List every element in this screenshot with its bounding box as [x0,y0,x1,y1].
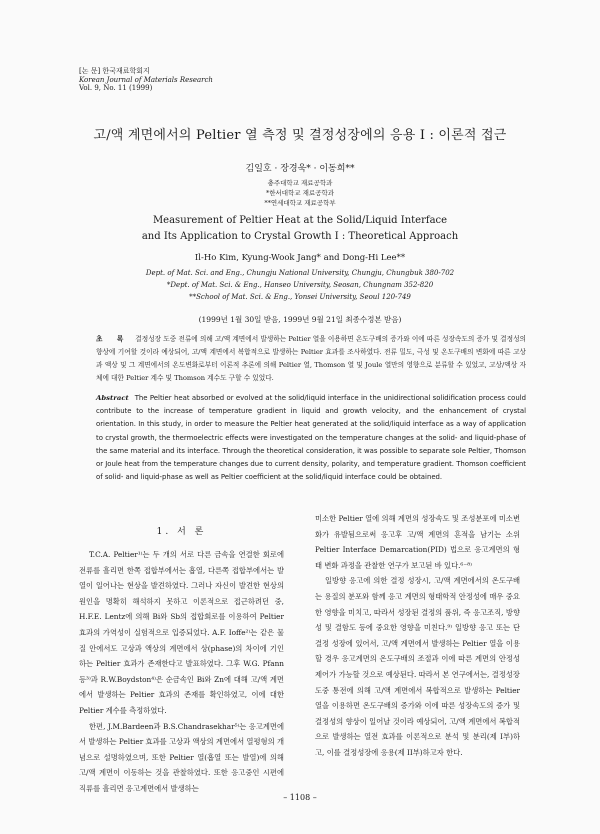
affiliation-english-2: *Dept. of Mat. Sci. & Eng., Hanseo University, Seosan, Chungnam 352-820 [166,281,434,289]
title-english [0,213,600,245]
left-column [79,547,284,797]
title-english-line-2: and Its Application to Crystal Growth I : Theoretical Approach [141,231,459,242]
left-paragraph-2: 한편, J.M.Bardeen과 B.S.Chandrasekhar⁵⁾는 응고계면에서 발생하는 Peltier 효과를 고상과 액상의 계면에서 열평형의 개념으로 설명하였으며, 또한 Peltier 열(흡열 또는 발열)에 의해 고/액 계면이 이동하는 것을 관찰하였다. 또한 응고중인 시편에 직류를 흘리면 응고계면에서 발생하는 [79,721,284,793]
journal-name-en: Korean Journal of Materials Research [79,75,213,84]
right-paragraph-2: 일방향 응고에 의한 결정 성장시, 고/액 계면에서의 온도구배는 용질의 분포와 함께 응고 계면의 형태학적 안정성에 매우 중요한 영향을 미치고, 따라서 성장된 결정의 품위, 즉 응고조직, 방향성 및 결함도 등에 중요한 영향을 미친다.⁹⁾ 일방향 응고 또는 단결정 성장에 있어서, 고/액 계면에서 발생하는 Peltier 열을 이용할 경우 응고계면의 온도구배의 조절과 이에 따른 계면의 안정성 제어가 가능할 것으로 예상된다. 따라서 본 연구에서는, 결정성장 도중 통전에 의해 고/액 계면에서 복합적으로 발생하는 Peltier 열을 이용하면 온도구배의 증가와 이에 따른 성장속도의 증가 및 결정성의 향상이 일어날 것이라 예상되어, 고/액 계면에서 복합적으로 발생하는 열전 효과를 이론적으로 분석 및 분리(제 I부)하고, 이를 결정성장에 응용(제 II부)하고자 한다. [315,576,520,757]
journal-name-ko: [논 문] 한국재료학회지 [79,67,150,75]
affiliation-korean-2: *한서대학교 재료공학과 [265,189,335,197]
journal-volume: Vol. 9, No. 11 (1999) [79,84,153,92]
right-paragraph-1: 미소한 Peltier 열에 의해 계면의 성장속도 및 조성분포에 미소변화가 유발됨으로써 응고후 고/액 계면의 흔적을 남기는 소위 Peltier Interface Demarcation(PID) 법으로 응고계면의 형태 변화 과정을 관찰한 연구가 보고된 바 있다.⁶⁻⁸⁾ [315,514,520,570]
received-dates: (1999년 1월 30일 받음, 1999년 9월 21일 최종수정본 받음) [198,315,402,324]
title-english-line-1: Measurement of Peltier Heat at the Solid/Liquid Interface [152,215,448,226]
affiliation-english-1: Dept. of Mat. Sci. and Eng., Chungju National University, Chungju, Chungbuk 380-702 [145,269,455,277]
journal-header [79,67,213,93]
abstract-english [96,392,526,484]
affiliation-korean-3: **연세대학교 재료공학부 [264,199,336,207]
abstract-english-label: Abstract [96,394,129,402]
authors-english: Il-Ho Kim, Kyung-Wook Jang* and Dong-Hi Lee** [194,253,406,263]
left-paragraph-1: T.C.A. Peltier¹⁾는 두 개의 서로 다른 금속을 연결한 회로에 전류를 흘리면 한쪽 접합부에서는 흡열, 다른쪽 접합부에서는 발열이 일어나는 현상을 발견하였다. 그러나 자신이 발견한 현상의 원인을 명확히 해석하지 못하고 이론적으로 접근하려던 중, H.F.E. Lentz에 의해 Bi와 Sb의 접합회로를 이용하여 Peltier 효과의 가역성이 실험적으로 입증되었다. A.F. Ioffe²⁾는 같은 물질 안에서도 고상과 액상의 계면에서 상(phase)의 차이에 기인하는 Peltier 효과가 존재한다고 발표하였다. 그후 W.G. Pfann 등³⁾과 R.W.Boydston⁴⁾은 순금속인 Bi와 Zn에 대해 고/액 계면에서 발생하는 Peltier 효과의 존재를 확인하였고, 이에 대한 Peltier 계수를 측정하였다. [79,550,284,715]
affiliation-english-3: **School of Mat. Sci. & Eng., Yonsei University, Seoul 120-749 [189,293,411,301]
page-number: – 1108 – [283,793,317,802]
abstract-korean-label: 초 록 [96,335,130,343]
right-column [315,511,520,761]
title-korean: 고/액 계면에서의 Peltier 열 측정 및 결정성장에의 응용 I : 이론적 접근 [93,128,507,143]
abstract-english-text: The Peltier heat absorbed or evolved at the solid/liquid interface in the unidirectional solidification process could contribute to the increase of temperature gradient in liquid and growth velocity, and the enhancement of crystal orientation. In this study, in order to measure the Peltier heat generated at the solid/liquid interface as a way of application to crystal growth, the thermoelectric effects were investigated on the temperature changes at the solid- and liquid-phase of the same material and its interface. Through the theoretical consideration, it was possible to separate sole Peltier, Thomson or Joule heat from the temperature changes due to current density, polarity, and temperature gradient. Thomson coefficient of solid- and liquid-phase as well as Peltier coefficient at the solid/liquid interface could be obtained. [96,394,526,482]
section-heading-introduction: 1. 서 론 [156,527,207,537]
authors-korean: 김일호 · 장경욱* · 이동희** [245,164,355,174]
affiliation-korean-1: 충주대학교 재료공학과 [267,179,333,187]
abstract-korean-text: 결정성장 도중 전류에 의해 고/액 계면에서 발생하는 Peltier 열을 이용하면 온도구배의 증가와 이에 따른 성장속도의 증가 및 결정성의 향상에 기여할 것이라 예상되어, 고/액 계면에서 복합적으로 발생하는 Peltier 효과를 조사하였다. 전류 밀도, 극성 및 온도구배의 변화에 따른 고상과 액상 및 그 계면에서의 온도변화로부터 이론적 추론에 의해 Peltier 열, Thomson 열 및 Joule 열만의 영향으로 분류할 수 있었고, 고상/액상 자체에 대한 Peltier 계수 및 Thomson 계수도 구할 수 있었다. [96,335,527,382]
abstract-korean [96,333,526,385]
